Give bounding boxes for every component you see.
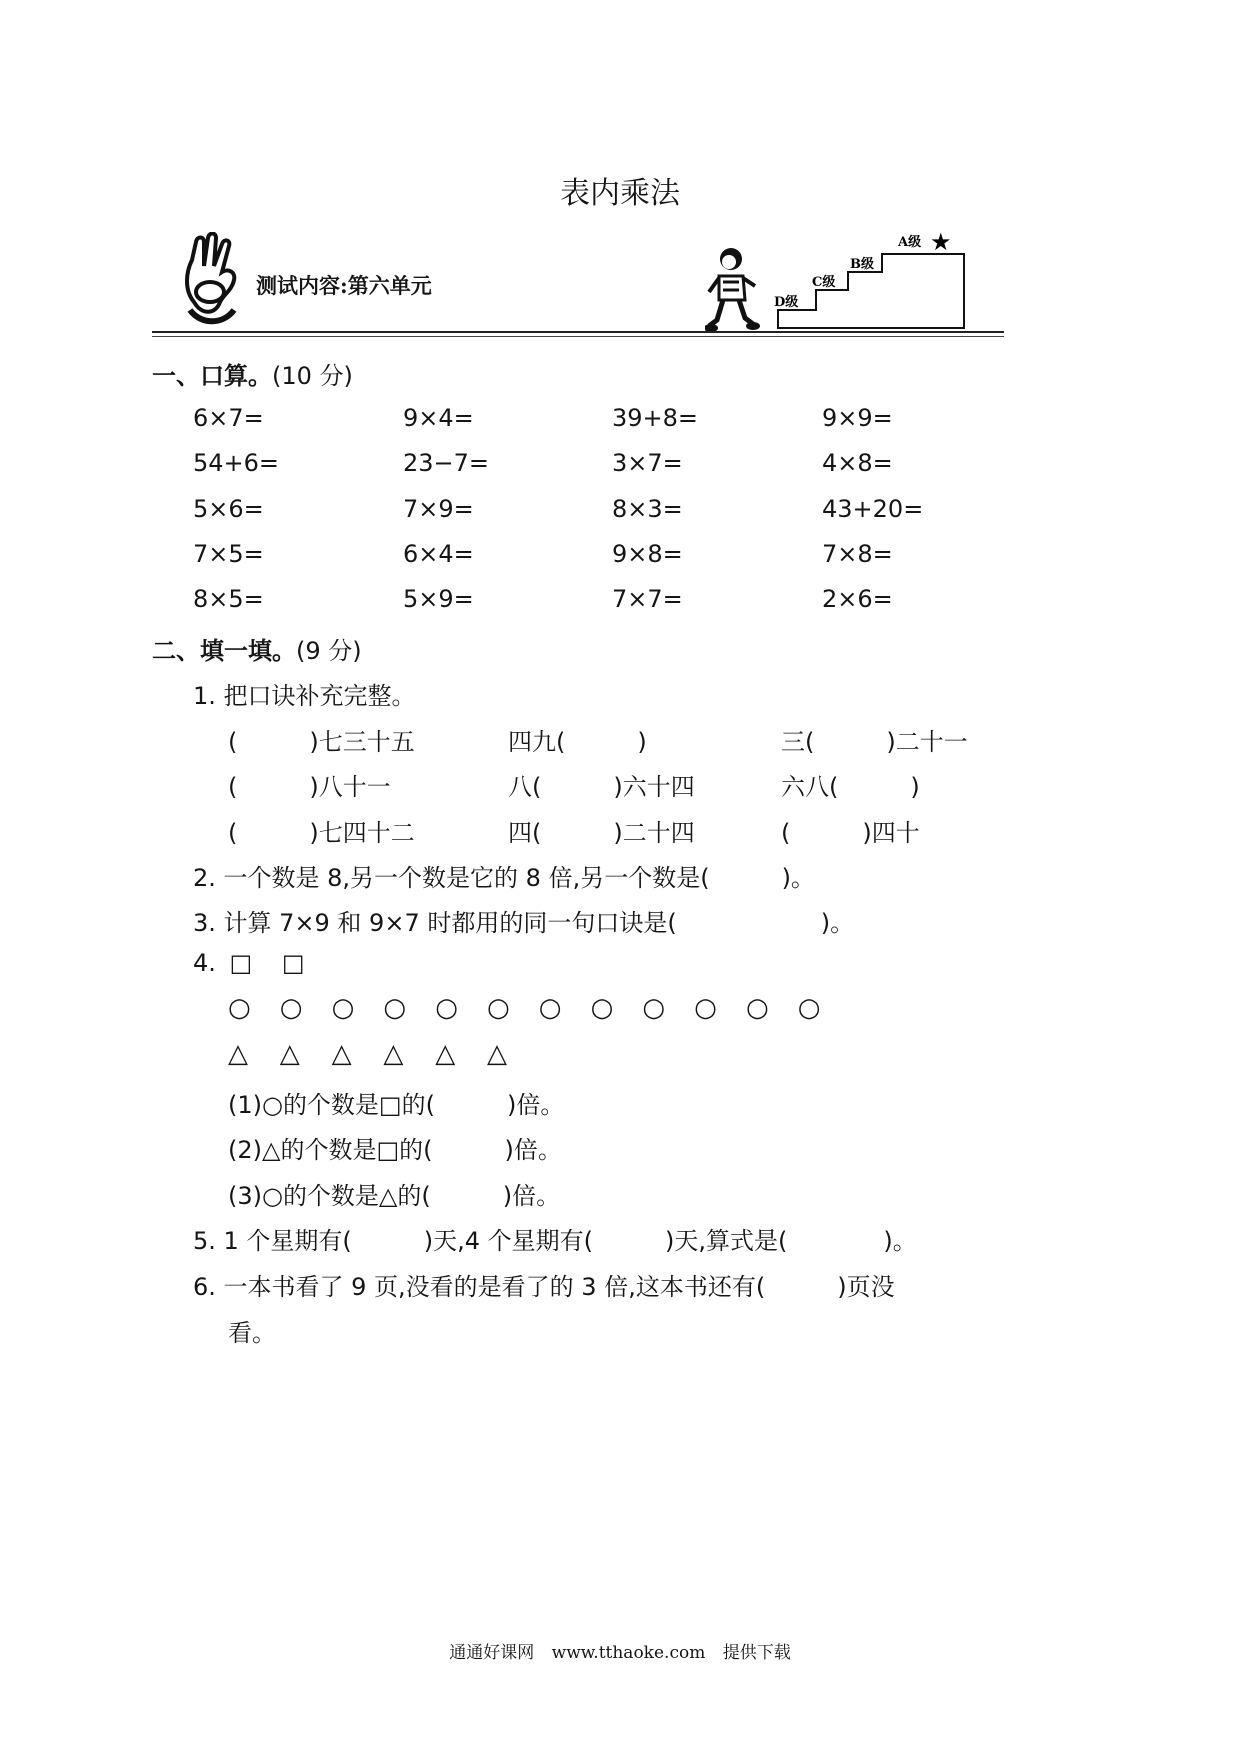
square-icon: □ — [281, 949, 305, 977]
calc-item: 39+8= — [612, 404, 699, 432]
level-b-label: B级 — [850, 257, 874, 272]
triangle-icon: △ — [331, 1039, 352, 1069]
section2-heading — [152, 631, 362, 666]
mnemonic-blank: 八( )六十四 — [508, 773, 695, 801]
triangle-icon: △ — [279, 1039, 300, 1069]
level-d-label: D级 — [774, 295, 799, 310]
page-title: 表内乘法 — [560, 176, 680, 211]
circle-icon: ○ — [642, 993, 666, 1023]
question-4-sub-3: (3)○的个数是△的( )倍。 — [228, 1182, 561, 1210]
header-rule — [152, 331, 1004, 333]
footer-site: 通通好课网 — [449, 1643, 535, 1663]
question-4-sub-2: (2)△的个数是□的( )倍。 — [228, 1136, 562, 1164]
calc-item: 6×7= — [193, 404, 264, 432]
circle-icon: ○ — [538, 993, 562, 1023]
mnemonic-blank: 四( )二十四 — [508, 819, 695, 847]
calc-item: 7×9= — [403, 495, 474, 523]
circle-row — [228, 993, 850, 1023]
question-6: 6. 一本书看了 9 页,没看的是看了的 3 倍,这本书还有( )页没 — [193, 1273, 895, 1301]
question-6-continued: 看。 — [228, 1319, 276, 1347]
calc-item: 7×5= — [193, 540, 264, 568]
mnemonic-blank: 三( )二十一 — [781, 728, 968, 756]
mnemonic-blank: 四九( ) — [508, 728, 647, 756]
square-icon: □ — [229, 949, 253, 977]
test-content-label: 测试内容:第六单元 — [256, 273, 432, 298]
calc-item: 43+20= — [822, 495, 924, 523]
calc-item: 23−7= — [403, 449, 490, 477]
level-stairs-diagram — [770, 226, 1010, 331]
triangle-icon: △ — [383, 1039, 404, 1069]
question-5: 5. 1 个星期有( )天,4 个星期有( )天,算式是( )。 — [193, 1227, 917, 1255]
footer-note: 提供下载 — [722, 1643, 791, 1663]
calc-item: 8×5= — [193, 585, 264, 613]
circle-icon: ○ — [279, 993, 303, 1023]
section2-title: 二、填一填。 — [152, 637, 296, 665]
section1-heading — [152, 356, 353, 391]
ok-hand-icon — [180, 232, 250, 332]
circle-icon: ○ — [694, 993, 717, 1023]
header-rule-thin — [152, 336, 1004, 337]
calc-item: 9×9= — [822, 404, 893, 432]
calc-item: 9×4= — [403, 404, 474, 432]
triangle-row — [228, 1039, 539, 1069]
calc-item: 2×6= — [822, 585, 893, 613]
question-4-label: 4. — [193, 949, 216, 977]
circle-icon: ○ — [486, 993, 510, 1023]
calc-item: 3×7= — [612, 449, 683, 477]
star-icon: ★ — [930, 228, 952, 256]
calc-item: 5×9= — [403, 585, 474, 613]
triangle-icon: △ — [435, 1039, 456, 1069]
triangle-icon: △ — [228, 1039, 248, 1069]
calc-item: 7×8= — [822, 540, 893, 568]
mnemonic-blank: ( )七三十五 — [228, 728, 415, 756]
level-c-label: C级 — [812, 275, 836, 290]
section1-score: (10 分) — [272, 362, 353, 390]
calc-item: 5×6= — [193, 495, 264, 523]
footer — [0, 1638, 1240, 1663]
calc-item: 9×8= — [612, 540, 683, 568]
question-2: 2. 一个数是 8,另一个数是它的 8 倍,另一个数是( )。 — [193, 864, 815, 892]
question-4 — [193, 949, 305, 977]
circle-icon: ○ — [745, 993, 769, 1023]
calc-item: 54+6= — [193, 449, 280, 477]
mnemonic-blank: ( )八十一 — [228, 773, 391, 801]
calc-item: 6×4= — [403, 540, 474, 568]
level-a-label: A级 — [898, 235, 922, 250]
calc-item: 7×7= — [612, 585, 683, 613]
footer-url[interactable]: www.tthaoke.com — [551, 1643, 706, 1663]
circle-icon: ○ — [383, 993, 407, 1023]
circle-icon: ○ — [590, 993, 614, 1023]
circle-icon: ○ — [797, 993, 821, 1023]
test-banner — [150, 226, 1005, 336]
triangle-icon: △ — [486, 1039, 507, 1069]
calc-item: 4×8= — [822, 449, 893, 477]
circle-icon: ○ — [435, 993, 458, 1023]
running-boy-icon — [705, 246, 760, 336]
question-3: 3. 计算 7×9 和 9×7 时都用的同一句口诀是( )。 — [193, 909, 855, 937]
section1-title: 一、口算。 — [152, 362, 272, 390]
calc-item: 8×3= — [612, 495, 683, 523]
section2-score: (9 分) — [296, 637, 362, 665]
circle-icon: ○ — [331, 993, 355, 1023]
question-4-sub-1: (1)○的个数是□的( )倍。 — [228, 1091, 565, 1119]
circle-icon: ○ — [228, 993, 251, 1023]
mnemonic-blank: ( )七四十二 — [228, 819, 415, 847]
question-1: 1. 把口诀补充完整。 — [193, 682, 416, 710]
mnemonic-blank: ( )四十 — [781, 819, 920, 847]
mnemonic-blank: 六八( ) — [781, 773, 920, 801]
